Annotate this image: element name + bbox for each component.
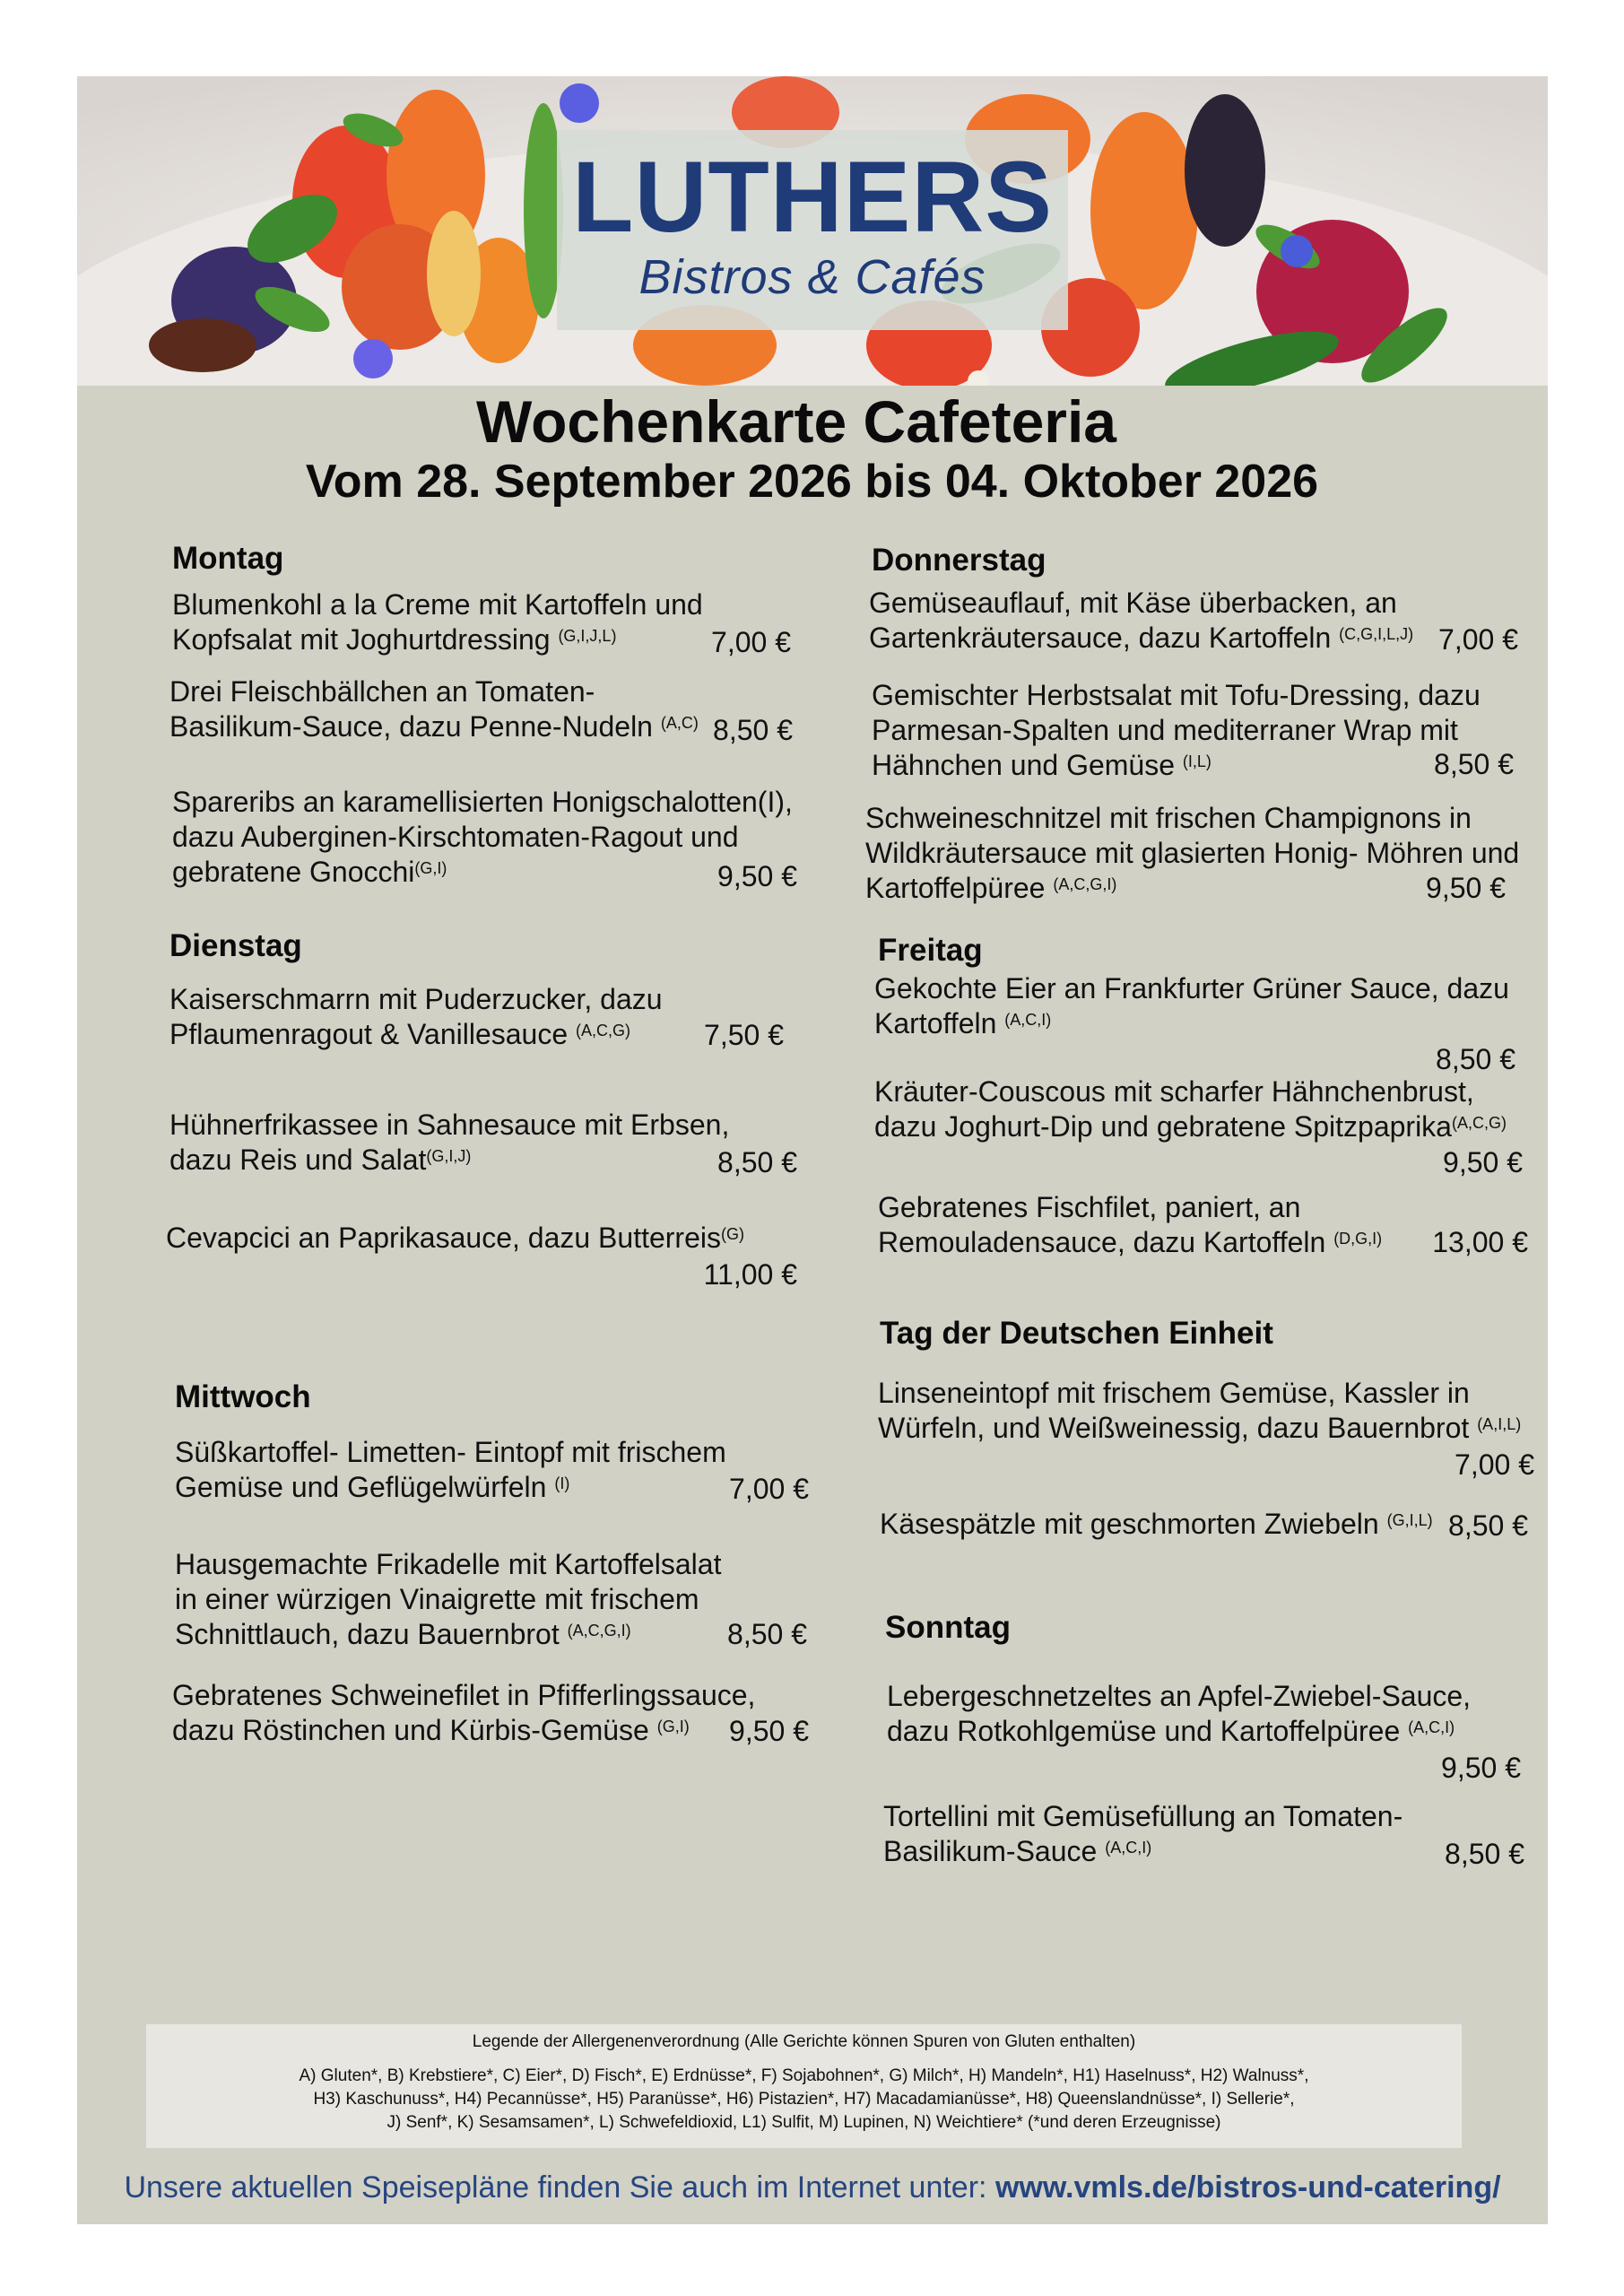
menu-item: Käsespätzle mit geschmorten Zwiebeln $^{(G,I,L)}$ <box>880 1508 1433 1540</box>
menu-item: Drei Fleischbällchen an Tomaten- Basilikum-Sauce, dazu Penne-Nudeln $^{(A,C)}$ <box>169 675 699 743</box>
menu-item-price: 8,50 € <box>713 714 793 746</box>
menu-item: Kaiserschmarrn mit Puderzucker, dazu Pflaumenragout & Vanillesauce $^{(A,C,G)}$ <box>169 983 663 1050</box>
menu-item-price: 8,50 € <box>1448 1509 1528 1542</box>
day-heading-sonntag: Sonntag <box>885 1610 1011 1645</box>
day-heading-montag: Montag <box>172 541 284 576</box>
menu-item: Süßkartoffel- Limetten- Eintopf mit frischem Gemüse und Geflügelwürfeln $^{(I)}$ <box>175 1436 726 1503</box>
footer-note <box>77 2170 1548 2224</box>
menu-item: Tortellini mit Gemüsefüllung an Tomaten- Basilikum-Sauce $^{(A,C,I)}$ <box>883 1800 1403 1867</box>
menu-item: Blumenkohl a la Creme mit Kartoffeln und Kopfsalat mit Joghurtdressing $^{(G,I,J,L)}$ <box>172 588 703 656</box>
menu-item-price: 11,00 € <box>703 1258 797 1291</box>
menu-item: Cevapcici an Paprikasauce, dazu Butterreis$^{(G)}$ <box>166 1222 744 1254</box>
day-heading-donnerstag: Donnerstag <box>872 543 1046 578</box>
menu-item: Hühnerfrikassee in Sahnesauce mit Erbsen, dazu Reis und Salat$^{(G,I,J)}$ <box>169 1109 730 1176</box>
logo-box <box>557 130 1068 330</box>
menu-item-price: 13,00 € <box>1432 1226 1528 1258</box>
logo-tagline: Bistros & Cafés <box>638 250 986 304</box>
menu-item-price: 8,50 € <box>1434 748 1514 780</box>
day-heading-dienstag: Dienstag <box>169 928 302 963</box>
menu-item: Gebratenes Fischfilet, paniert, an Remouladensauce, dazu Kartoffeln $^{(D,G,I)}$ <box>878 1191 1383 1258</box>
menu-item: Spareribs an karamellisierten Honigschalotten(I), dazu Auberginen-Kirschtomaten-Ragout und gebratene Gnocchi$^{(G,I)}$ <box>172 786 793 888</box>
menu-item-price: 8,50 € <box>1445 1838 1524 1870</box>
menu-item-price: 8,50 € <box>1436 1043 1515 1075</box>
legend-title: Legende der Allergenenverordnung (Alle Gerichte können Spuren von Gluten enthalten) <box>472 2032 1136 2051</box>
menu-item-price: 9,50 € <box>1441 1752 1521 1784</box>
date-range: Vom 28. September 2026 bis 04. Oktober 2026 <box>305 456 1319 508</box>
menu-item-price: 9,50 € <box>717 860 797 892</box>
footer-text: Unsere aktuellen Speisepläne finden Sie auch im Internet unter: <box>124 2170 995 2205</box>
menu-item: Gemüseauflauf, mit Käse überbacken, an Gartenkräutersauce, dazu Kartoffeln $^{(C,G,I,L,J)}$ <box>869 587 1414 654</box>
menu-item-price: 9,50 € <box>729 1715 809 1747</box>
logo-wordmark: LUTHERS <box>572 141 1053 253</box>
menu-item-price: 9,50 € <box>1443 1146 1523 1178</box>
website-link[interactable]: www.vmls.de/bistros-und-catering/ <box>994 2170 1501 2205</box>
menu-item-price: 7,00 € <box>1455 1448 1534 1481</box>
menu-item-price: 7,00 € <box>711 626 791 658</box>
day-heading-mittwoch: Mittwoch <box>175 1379 311 1414</box>
menu-item: Gekochte Eier an Frankfurter Grüner Sauce, dazu Kartoffeln $^{(A,C,I)}$ <box>874 972 1509 1039</box>
menu-item-price: 9,50 € <box>1426 872 1506 904</box>
day-heading-freitag: Freitag <box>878 933 983 968</box>
page-title: Wochenkarte Cafeteria <box>475 388 1117 455</box>
day-heading-einheit: Tag der Deutschen Einheit <box>880 1316 1273 1351</box>
allergen-legend <box>146 2024 1462 2148</box>
menu-item: Hausgemachte Frikadelle mit Kartoffelsalat in einer würzigen Vinaigrette mit frischem Schnittlauch, dazu Bauernbrot $^{(A,C,G,I)}$ <box>175 1548 722 1650</box>
menu-item-price: 8,50 € <box>717 1146 797 1178</box>
menu-item: Kräuter-Couscous mit scharfer Hähnchenbrust, dazu Joghurt-Dip und gebratene Spitzpaprika$^{(A,C,G)}$ <box>874 1075 1507 1143</box>
food-photo-banner <box>77 76 1548 386</box>
legend-text: A) Gluten*, B) Krebstiere*, C) Eier*, D) Fisch*, E) Erdnüsse*, F) Sojabohnen*, G) Milch*, H) Mandeln*, H1) Haselnuss*, H2) Walnuss*, H3) Kaschunuss*, H4) Pecannüsse*, H5) Paranüsse*, H6) Pistazien*, H7) Macadamianüsse*, H8) Queenslandnüsse*, I) Sellerie*, J) Senf*, K) Sesamsamen*, L) Schwefeldioxid, L1) Sulfit, M) Lupinen, N) Weichtiere* (*und deren Erzeugnisse) <box>299 2066 1309 2132</box>
menu-item-price: 7,50 € <box>704 1019 784 1051</box>
menu-item-price: 7,00 € <box>729 1473 809 1505</box>
menu-item-price: 7,00 € <box>1438 623 1518 656</box>
menu-item: Schweineschnitzel mit frischen Champignons in Wildkräutersauce mit glasierten Honig- Möhren und Kartoffelpüree $^{(A,C,G,I)}$ <box>865 802 1520 904</box>
menu-item: Lebergeschnetzeltes an Apfel-Zwiebel-Sauce, dazu Rotkohlgemüse und Kartoffelpüree $^{(A,C,I)}$ <box>887 1680 1472 1747</box>
menu-item-price: 8,50 € <box>727 1618 807 1650</box>
menu-item: Gebratenes Schweinefilet in Pfifferlingssauce, dazu Röstinchen und Kürbis-Gemüse $^{(G,I)}$ <box>172 1679 756 1746</box>
menu-item: Linseneintopf mit frischem Gemüse, Kassler in Würfeln, und Weißweinessig, dazu Bauernbrot $^{(A,I,L)}$ <box>878 1377 1522 1444</box>
menu-item: Gemischter Herbstsalat mit Tofu-Dressing, dazu Parmesan-Spalten und mediterraner Wrap mit Hähnchen und Gemüse $^{(I,L)}$ <box>872 679 1481 781</box>
